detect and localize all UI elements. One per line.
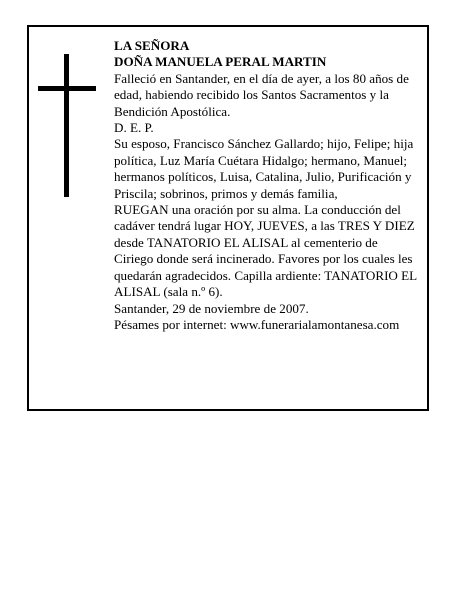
notice-title: LA SEÑORA (114, 38, 190, 53)
obituary-text (114, 38, 420, 333)
funeral-request: RUEGAN una oración por su alma. La conducción del cadáver tendrá lugar HOY, JUEVES, a las TRES Y DIEZ desde TANATORIO EL ALISAL al cementerio de Ciriego donde será incinerado. Favores por los cuales les quedarán agradecidos. Capilla ardiente: TANATORIO EL ALISAL (sala n.º 6). (114, 202, 417, 300)
place-date: Santander, 29 de noviembre de 2007. (114, 300, 309, 316)
death-announcement: Falleció en Santander, en el día de ayer, a los 80 años de edad, habiendo recibido los Santos Sacramentos y la Bendición Apostólica. (114, 70, 409, 119)
cross-vertical-bar (64, 54, 69, 197)
family-list: Su esposo, Francisco Sánchez Gallardo; hijo, Felipe; hija política, Luz María Cuétara Hidalgo; hermano, Manuel; hermanos políticos, Luisa, Catalina, Julio, Purificación y Priscila; sobrinos, primos y demás familia, (114, 136, 414, 201)
dep-initials: D. E. P. (114, 120, 154, 136)
cross-horizontal-bar (38, 86, 96, 91)
condolences-link: Pésames por internet: www.funerarialamontanesa.com (114, 316, 400, 332)
deceased-name: DOÑA MANUELA PERAL MARTIN (114, 54, 327, 70)
